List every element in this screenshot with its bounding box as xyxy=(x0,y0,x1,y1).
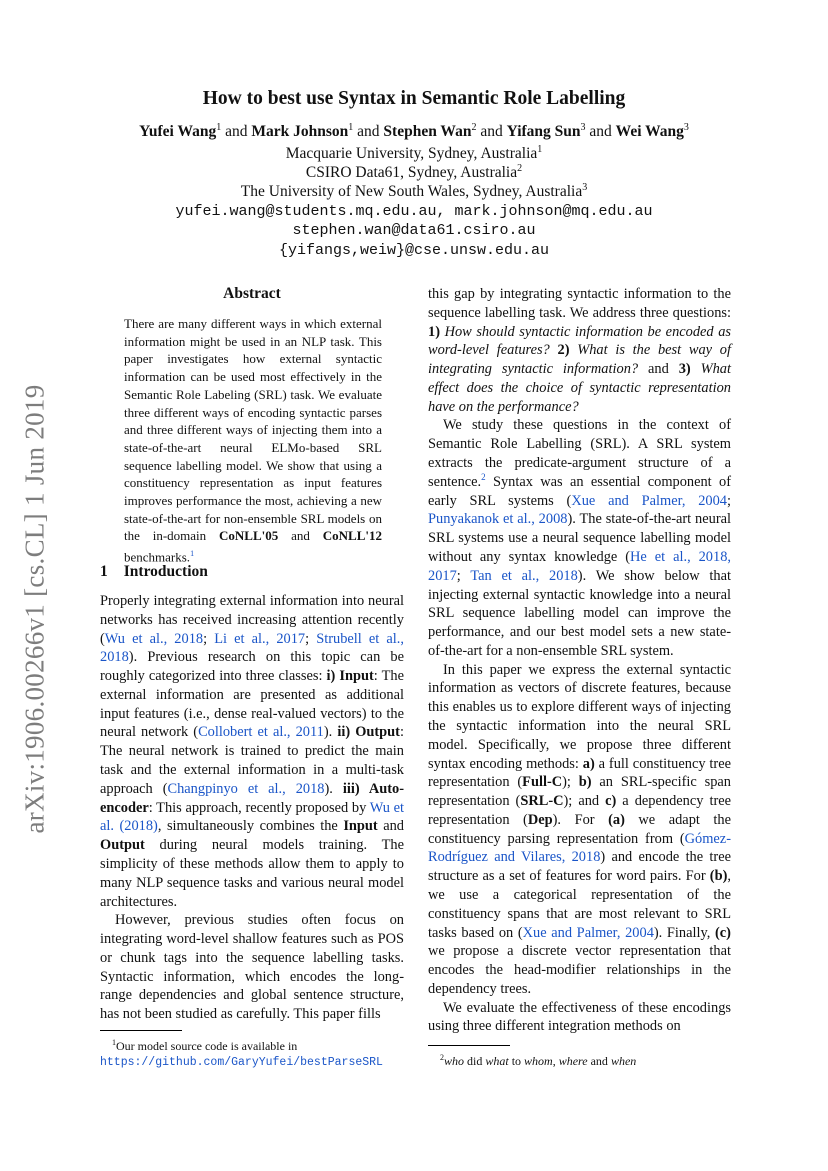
footnote-ref[interactable]: 2 xyxy=(481,472,486,483)
author-name: Yifang Sun xyxy=(506,123,581,141)
citation-link[interactable]: Changpinyo et al., 2018 xyxy=(167,780,325,797)
affiliation: Macquarie University, Sydney, Australia$^1$ xyxy=(285,144,543,163)
email-line: {yifangs,weiw}@cse.unsw.edu.au xyxy=(278,242,550,259)
footnote-rule xyxy=(428,1045,510,1046)
email-line: yufei.wang@students.mq.edu.au, mark.johnson@mq.edu.au xyxy=(175,203,653,220)
citation-link[interactable]: Wu et al. (2018) xyxy=(100,799,405,835)
abstract-body: There are many different ways in which external information might be used in an NLP task. This paper investigates how external syntactic information can be used most effectively in the Semantic Role Labeling (SRL) task. We evaluate three different ways of encoding syntactic parses and three different ways of injecting them into a state-of-the-art neural ELMo-based SRL sequence labelling model. We show that using a constituency representation as input features improves performance the most, achieving a new state-of-the-art for non-ensemble SRL models on the in-domain CoNLL'05 and CoNLL'12 benchmarks.$^1$ xyxy=(124,316,382,565)
paragraph: In this paper we express the external syntactic information as vectors of discrete features, because this enables us to explore different ways of injecting the syntactic information into the neural SRL model. Specifically, we propose three different syntax encoding methods: a) a full constituency tree representation (Full-C); b) an SRL-specific span representation (SRL-C); and c) a dependency tree representation (Dep). For (a) we adapt the constituency parsing representation from (Gómez-Rodríguez and Vilares, 2018) and encode the tree structure as a set of features for word pairs. For (b), we use a categorical representation of the constituency spans that are most relevant to SRL tasks based on (Xue and Palmer, 2004). Finally, (c) we propose a discrete vector representation that encodes the head-modifier relationships in the dependency trees. xyxy=(428,661,732,997)
source-code-link[interactable]: https://github.com/GaryYufei/bestParseSRL xyxy=(100,1056,383,1069)
author-name: Wei Wang xyxy=(615,123,684,141)
email-line: stephen.wan@data61.csiro.au xyxy=(292,222,536,239)
footnote-rule xyxy=(100,1030,182,1031)
citation-link[interactable]: Punyakanok et al., 2008 xyxy=(428,511,568,528)
right-column xyxy=(428,285,731,1036)
citation-link[interactable]: Tan et al., 2018 xyxy=(470,567,578,584)
citation-link[interactable]: Strubell et al., 2018 xyxy=(100,630,404,666)
footnote-ref[interactable]: 1 xyxy=(190,549,195,559)
paper-title: How to best use Syntax in Semantic Role Labelling xyxy=(202,88,626,109)
paragraph: We evaluate the effectiveness of these encodings using three different integration methods on xyxy=(428,999,731,1035)
author-name: Mark Johnson xyxy=(251,123,349,141)
affiliation: CSIRO Data61, Sydney, Australia$^2$ xyxy=(305,163,523,182)
paragraph: this gap by integrating syntactic information to the sequence labelling task. We address three questions: 1) How should syntactic information be encoded as word-level features? 2) What is the best way of integrating syntactic information? and 3) What effect does the choice of syntactic representation have on the performance? xyxy=(428,286,731,415)
citation-link[interactable]: Li et al., 2017 xyxy=(214,630,306,647)
paragraph: We study these questions in the context of Semantic Role Labelling (SRL). A SRL system extracts the predicate-argument structure of a sentence.$^2$ Syntax was an essential component of early SRL systems (Xue and Palmer, 2004; Punyakanok et al., 2008). The state-of-the-art neural SRL systems use a neural sequence labelling model without any syntax knowledge (He et al., 2018, 2017; Tan et al., 2018). We show below that injecting external syntactic knowledge into a neural SRL sequence labelling model can improve the performance, and our best model sets a new state-of-the-art for a non-ensemble SRL system. xyxy=(428,417,731,659)
citation-link[interactable]: Collobert et al., 2011 xyxy=(198,724,324,741)
citation-link[interactable]: He et al., 2018, 2017 xyxy=(428,548,731,584)
author-name: Stephen Wan xyxy=(383,123,472,141)
author-name: Yufei Wang xyxy=(139,123,217,141)
citation-link[interactable]: Wu et al., 2018 xyxy=(104,630,204,647)
paragraph: However, previous studies often focus on integrating word-level shallow features such as POS or chunk tags into the sequence labelling tasks. Syntactic information, which encodes the long-range dependencies and global sentence structure, has not been studied as carefully. This paper fills xyxy=(100,912,404,1023)
author-line: Yufei Wang$^1$ and Mark Johnson$^1$ and Stephen Wan$^2$ and Yifang Sun$^3$ and Wei Wang$^3$ xyxy=(139,122,689,141)
abstract-heading: Abstract xyxy=(223,285,281,302)
arxiv-watermark: arXiv:1906.00266v1 [cs.CL] 1 Jun 2019 xyxy=(19,384,50,834)
citation-link[interactable]: Xue and Palmer, 2004 xyxy=(522,924,654,941)
section-heading: 1 Introduction xyxy=(100,563,208,580)
citation-link[interactable]: Gómez-Rodríguez and Vilares, 2018 xyxy=(428,830,731,866)
left-column xyxy=(100,592,404,1024)
footnote-1: $^1$Our model source code is available in https://github.com/GaryYufei/bestParseSRL xyxy=(100,1038,383,1069)
affiliation: The University of New South Wales, Sydney, Australia$^3$ xyxy=(240,182,588,201)
paragraph: Properly integrating external information into neural networks has received increasing attention recently (Wu et al., 2018; Li et al., 2017; Strubell et al., 2018). Previous research on this topic can be roughly categorized into three classes: i) Input: The external information are presented as additional input features (i.e., dense real-valued vectors) to the neural network (Collobert et al., 2011). ii) Output: The neural network is trained to predict the main task and the external information in a multi-task approach (Changpinyo et al., 2018). iii) Auto-encoder: This approach, recently proposed by Wu et al. (2018), simultaneously combines the Input and Output during neural models training. The simplicity of these methods allow them to apply to many NLP sequence tasks and various neural model architectures. xyxy=(100,593,405,910)
footnote-2: $^2$who did what to whom, where and when xyxy=(440,1053,637,1068)
citation-link[interactable]: Xue and Palmer, 2004 xyxy=(571,492,727,509)
